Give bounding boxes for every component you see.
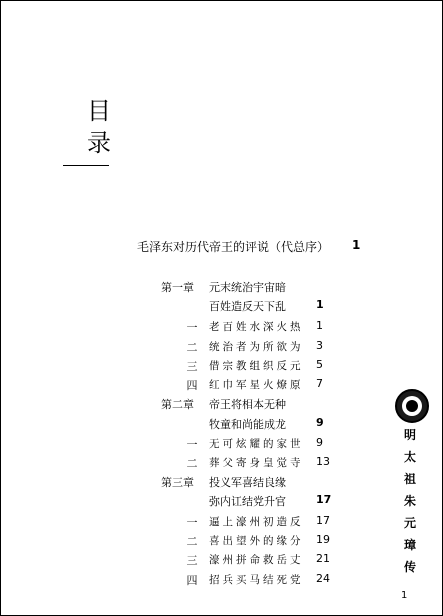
section-page: 13 [316, 455, 330, 468]
chapter-2-title-line2[interactable]: 牧童和尚能成龙 [209, 418, 286, 431]
side-title-char: 明 [403, 428, 416, 442]
side-title-char: 祖 [403, 472, 416, 486]
chapter-3-title-line1[interactable]: 投义军喜结良缘 [209, 476, 286, 489]
section-num: 三 [186, 554, 198, 567]
section-num: 一 [186, 321, 198, 334]
chapter-3-title-line2[interactable]: 弥内讧结党升官 [209, 495, 286, 508]
section-page: 19 [316, 533, 330, 546]
section-page: 5 [316, 358, 323, 371]
chapter-1-label: 第一章 [161, 281, 194, 294]
section-num: 二 [186, 341, 198, 354]
section-title[interactable]: 统治者为所欲为 [209, 341, 304, 353]
side-title-char: 元 [403, 516, 416, 530]
chapter-1-title-line1[interactable]: 元末统治宇宙暗 [209, 281, 286, 294]
section-page: 3 [316, 339, 323, 352]
section-title[interactable]: 红巾军星火燎原 [209, 379, 304, 391]
section-num: 二 [186, 457, 198, 470]
section-title[interactable]: 招兵买马结死党 [209, 574, 304, 586]
section-num: 三 [186, 360, 198, 373]
emblem-icon [395, 389, 429, 423]
section-title[interactable]: 无可炫耀的家世 [209, 438, 304, 450]
heading-rule [63, 165, 109, 166]
side-book-title [402, 424, 418, 578]
chapter-3-page: 17 [316, 493, 332, 506]
section-page: 1 [316, 319, 323, 332]
heading-char-2: 录 [87, 129, 111, 157]
section-num: 一 [186, 516, 198, 529]
preface-entry-page: 1 [352, 238, 361, 252]
heading-char-1: 目 [87, 97, 111, 125]
chapter-2-title-line1[interactable]: 帝王将相本无种 [209, 398, 286, 411]
chapter-2-label: 第二章 [161, 398, 194, 411]
section-page: 9 [316, 436, 323, 449]
side-title-char: 太 [403, 450, 416, 464]
chapter-2-page: 9 [316, 416, 324, 429]
chapter-1-page: 1 [316, 298, 324, 311]
section-num: 四 [186, 379, 198, 392]
section-num: 二 [186, 535, 198, 548]
side-title-char: 朱 [403, 494, 416, 508]
chapter-3-label: 第三章 [161, 476, 194, 489]
side-title-char: 传 [403, 560, 416, 574]
section-title[interactable]: 濠州拼命救岳丈 [209, 554, 304, 566]
section-page: 7 [316, 377, 323, 390]
chapter-1-title-line2[interactable]: 百姓造反天下乱 [209, 300, 286, 313]
page-number: 1 [401, 590, 408, 601]
preface-entry-title[interactable]: 毛泽东对历代帝王的评说（代总序） [137, 240, 330, 254]
section-num: 四 [186, 574, 198, 587]
section-page: 21 [316, 552, 330, 565]
section-title[interactable]: 逼上濠州初造反 [209, 516, 304, 528]
section-page: 24 [316, 572, 330, 585]
section-title[interactable]: 老百姓水深火热 [209, 321, 304, 333]
section-title[interactable]: 葬父寄身皇觉寺 [209, 457, 304, 469]
section-title[interactable]: 喜出望外的缘分 [209, 535, 304, 547]
section-page: 17 [316, 514, 330, 527]
section-num: 一 [186, 438, 198, 451]
side-title-char: 璋 [403, 538, 416, 552]
section-title[interactable]: 借宗教组织反元 [209, 360, 304, 372]
